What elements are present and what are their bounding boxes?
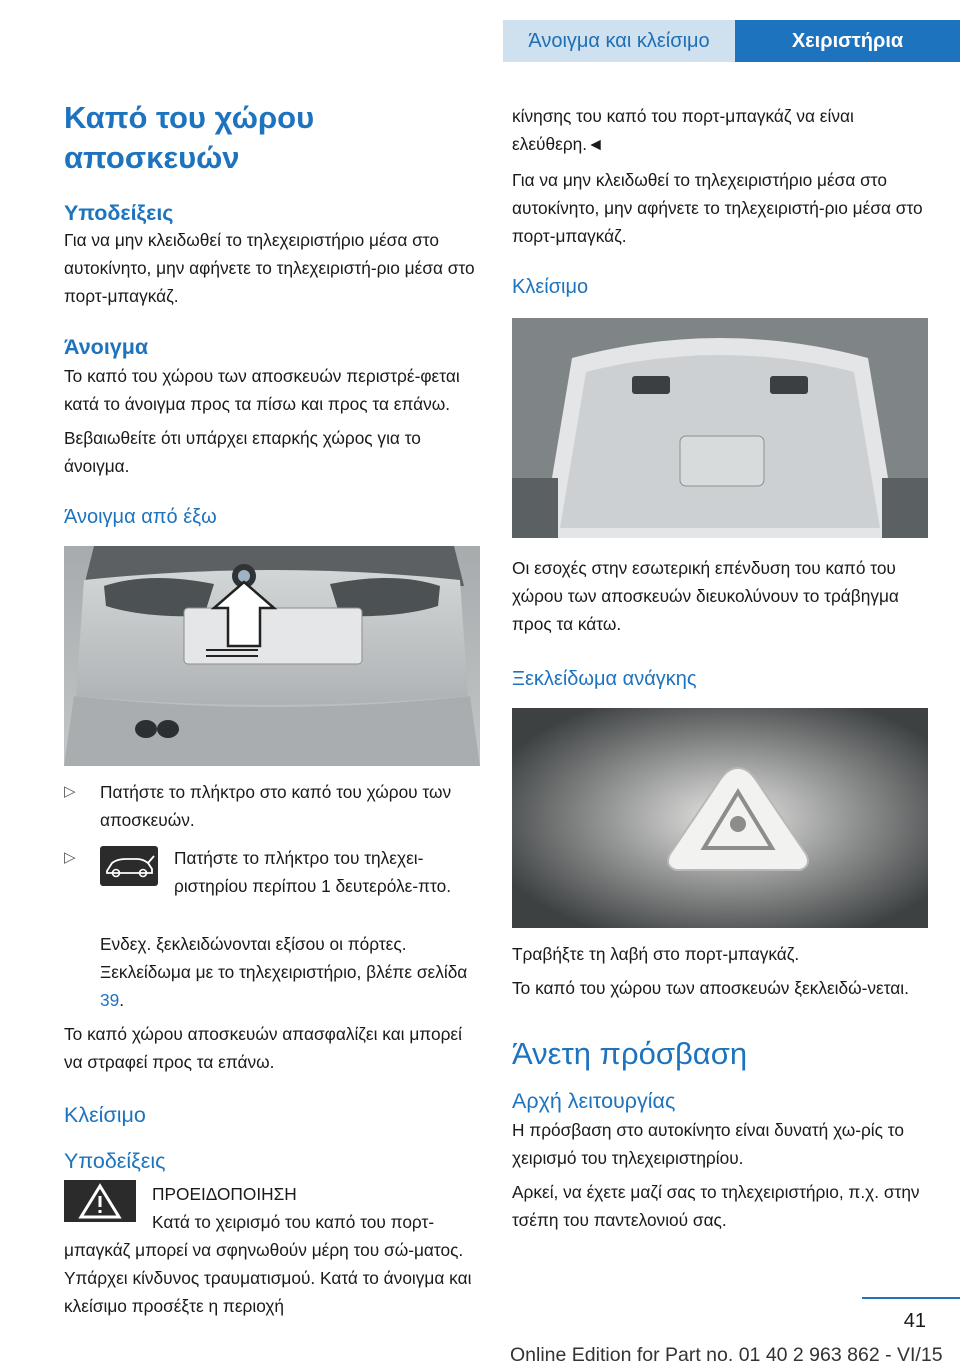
remote-text: Για να μην κλειδωθεί το τηλεχειριστήριο μέσα στο αυτοκίνητο, μην αφήνετε το τηλεχειριστή-ριο μέσα στο πορτ-μπαγκάζ. bbox=[512, 170, 923, 246]
closing-heading-right: Κλείσιμο bbox=[512, 276, 589, 298]
warning-title: ΠΡΟΕΙΔΟΠΟΙΗΣΗ bbox=[152, 1184, 297, 1204]
footer-edition: Online Edition for Part no. 01 40 2 963 862 - VI/15 bbox=[510, 1344, 943, 1362]
warning-text-first: Κατά το χειρισμό του καπό του πορτ- bbox=[152, 1212, 435, 1232]
closing-text: Οι εσοχές στην εσωτερική επένδυση του καπό του χώρου των αποσκευών διευκολύνουν το τράβηγμα προς τα κάτω. bbox=[512, 558, 899, 634]
continued-text: κίνησης του καπό του πορτ-μπαγκάζ να είναι ελεύθερη.◄ bbox=[512, 106, 854, 154]
opening-text-1: Το καπό του χώρου των αποσκευών περιστρέ-φεται κατά το άνοιγμα προς τα πίσω και προς τα επάνω. bbox=[64, 366, 460, 414]
footer-rule bbox=[862, 1297, 960, 1299]
triangle-right-icon: ▷ bbox=[64, 783, 76, 800]
comfort-access-heading: Άνετη πρόσβαση bbox=[512, 1036, 748, 1071]
header-section: Άνοιγμα και κλείσιμο bbox=[503, 20, 735, 62]
trunk-lid-photo bbox=[512, 318, 928, 538]
triangle-right-icon: ▷ bbox=[64, 849, 76, 866]
warning-block bbox=[64, 1180, 480, 1320]
right-column bbox=[512, 98, 928, 1234]
bullet-1-text: Πατήστε το πλήκτρο στο καπό του χώρου των αποσκευών. bbox=[100, 782, 452, 830]
emergency-release-photo bbox=[512, 708, 928, 928]
warning-triangle-icon bbox=[64, 1180, 136, 1222]
closing-heading: Κλείσιμο bbox=[64, 1103, 146, 1127]
bullet-2-note-text: Ενδεχ. ξεκλειδώνονται εξίσου οι πόρτες. Ξεκλείδωμα με το τηλεχειριστήριο, βλέπε σελίδα bbox=[100, 934, 468, 982]
principle-text-2: Αρκεί, να έχετε μαζί σας το τηλεχειριστήριο, π.χ. στην τσέπη του παντελονιού σας. bbox=[512, 1182, 920, 1230]
bullet-item bbox=[64, 778, 480, 834]
principle-text-1: Η πρόσβαση στο αυτοκίνητο είναι δυνατή χω-ρίς το χειρισμό του τηλεχειριστηρίου. bbox=[512, 1120, 904, 1168]
emergency-heading: Ξεκλείδωμα ανάγκης bbox=[512, 668, 697, 690]
car-trunk-remote-icon bbox=[100, 846, 158, 886]
opening-text-2: Βεβαιωθείτε ότι υπάρχει επαρκής χώρος για το άνοιγμα. bbox=[64, 428, 421, 476]
bullet-item bbox=[64, 844, 480, 928]
outside-heading: Άνοιγμα από έξω bbox=[64, 506, 217, 528]
page-number: 41 bbox=[903, 1310, 926, 1332]
principle-heading: Αρχή λειτουργίας bbox=[512, 1089, 676, 1113]
page-title: Καπό του χώρου αποσκευών bbox=[64, 100, 315, 175]
bullet-2-note-end: . bbox=[119, 990, 125, 1010]
after-text: Το καπό χώρου αποσκευών απασφαλίζει και μπορεί να στραφεί προς τα επάνω. bbox=[64, 1024, 462, 1072]
warning-text: μπαγκάζ μπορεί να σφηνωθούν μέρη του σώ-ματος. Υπάρχει κίνδυνος τραυματισμού. Κατά το άνοιγμα και κλείσιμο προσέξτε η περιοχή bbox=[64, 1240, 472, 1316]
emergency-text-1: Τραβήξτε τη λαβή στο πορτ-μπαγκάζ. bbox=[512, 944, 800, 964]
emergency-text-2: Το καπό του χώρου των αποσκευών ξεκλειδώ-νεται. bbox=[512, 978, 909, 998]
notes-heading: Υποδείξεις bbox=[64, 201, 174, 225]
header-chapter: Χειριστήρια bbox=[735, 20, 960, 62]
bullet-2-text: Πατήστε το πλήκτρο του τηλεχει-ριστηρίου περίπου 1 δευτερόλε-πτο. bbox=[174, 848, 451, 896]
left-column bbox=[64, 98, 480, 1320]
notes-text: Για να μην κλειδωθεί το τηλεχειριστήριο μέσα στο αυτοκίνητο, μην αφήνετε το τηλεχειριστή-ριο μέσα στο πορτ-μπαγκάζ. bbox=[64, 230, 475, 306]
page-39-link[interactable]: 39 bbox=[100, 990, 120, 1010]
bullet-2-note bbox=[100, 930, 480, 1014]
closing-notes-heading: Υποδείξεις bbox=[64, 1149, 166, 1173]
car-rear-photo bbox=[64, 546, 480, 766]
opening-heading: Άνοιγμα bbox=[64, 335, 149, 359]
